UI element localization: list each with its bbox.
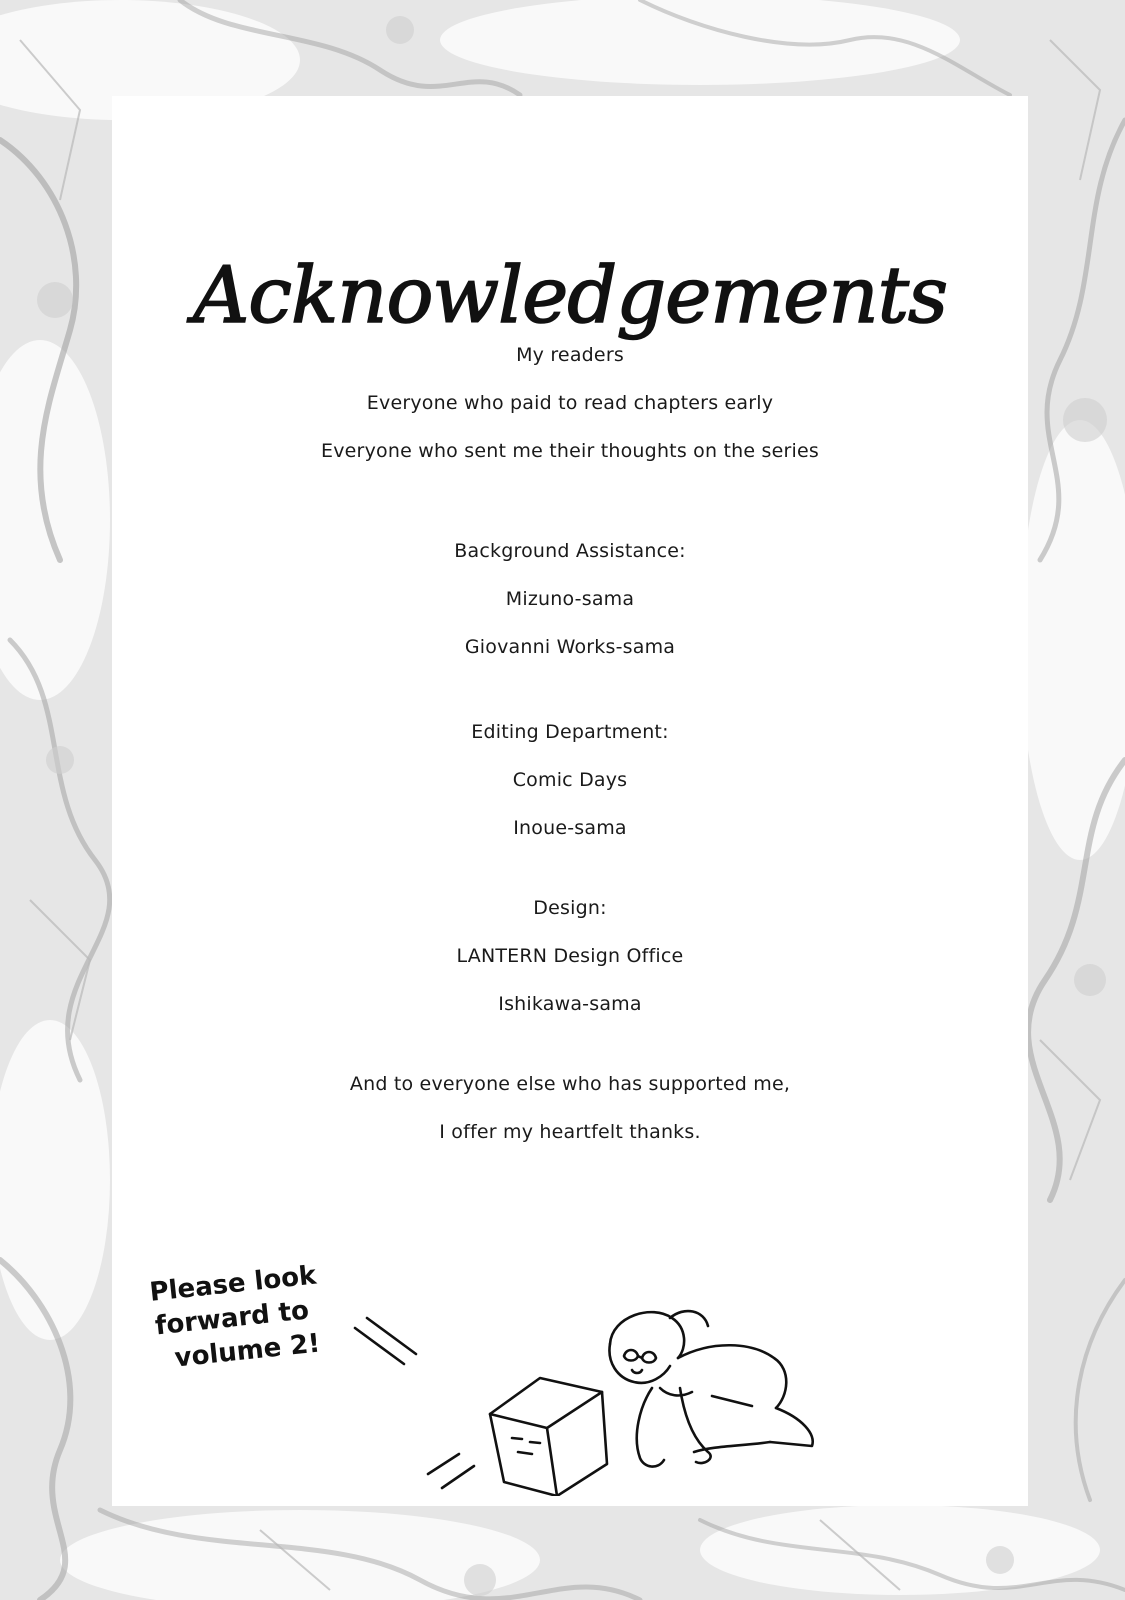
section-heading-editing-department: Editing Department: (471, 721, 669, 743)
credit-line-mizuno: Mizuno-sama (505, 588, 635, 610)
glasses-bridge (638, 1356, 642, 1358)
credit-line-giovanni-works: Giovanni Works-sama (464, 636, 676, 658)
note-line-2: forward to (153, 1295, 311, 1342)
section-heading-background-assistance: Background Assistance: (454, 540, 686, 562)
credit-line-comic-days: Comic Days (512, 769, 628, 791)
box-eye-left (512, 1438, 522, 1439)
motion-line-top-1 (355, 1328, 404, 1364)
box-eye-right (530, 1442, 540, 1443)
person-ponytail (670, 1311, 708, 1326)
person-back (678, 1345, 786, 1408)
person-collar (660, 1388, 692, 1395)
motion-line-bottom-1 (428, 1454, 459, 1474)
motion-line-top-2 (367, 1318, 416, 1354)
person-mouth (632, 1370, 642, 1373)
credit-line-lantern-design-office: LANTERN Design Office (456, 945, 684, 967)
closing-line-thanks: I offer my heartfelt thanks. (439, 1121, 701, 1143)
credit-line-feedback-senders: Everyone who sent me their thoughts on the series (321, 440, 819, 462)
box-mouth (518, 1452, 532, 1454)
credit-line-ishikawa: Ishikawa-sama (498, 993, 642, 1015)
person-sweater-line (712, 1396, 752, 1406)
person-leg-fold (770, 1408, 813, 1446)
handwritten-note (148, 1258, 328, 1377)
section-heading-design: Design: (533, 897, 607, 919)
person-face (609, 1344, 670, 1383)
glasses-lens-left (624, 1350, 638, 1361)
box-character-front-edge (547, 1428, 557, 1496)
closing-line-supporters: And to everyone else who has supported me, (349, 1073, 791, 1095)
credit-line-my-readers: My readers (516, 344, 624, 366)
page-title: Acknowledgements (192, 251, 948, 341)
glasses-lens-right (642, 1352, 656, 1363)
person-arm-left (637, 1388, 664, 1467)
motion-line-bottom-2 (442, 1466, 474, 1488)
credit-line-paid-readers: Everyone who paid to read chapters early (366, 392, 774, 414)
note-line-3: volume 2! (173, 1328, 322, 1374)
credit-line-inoue: Inoue-sama (513, 817, 627, 839)
note-line-1: Please look (148, 1260, 318, 1308)
box-character-top-edge (490, 1392, 602, 1428)
